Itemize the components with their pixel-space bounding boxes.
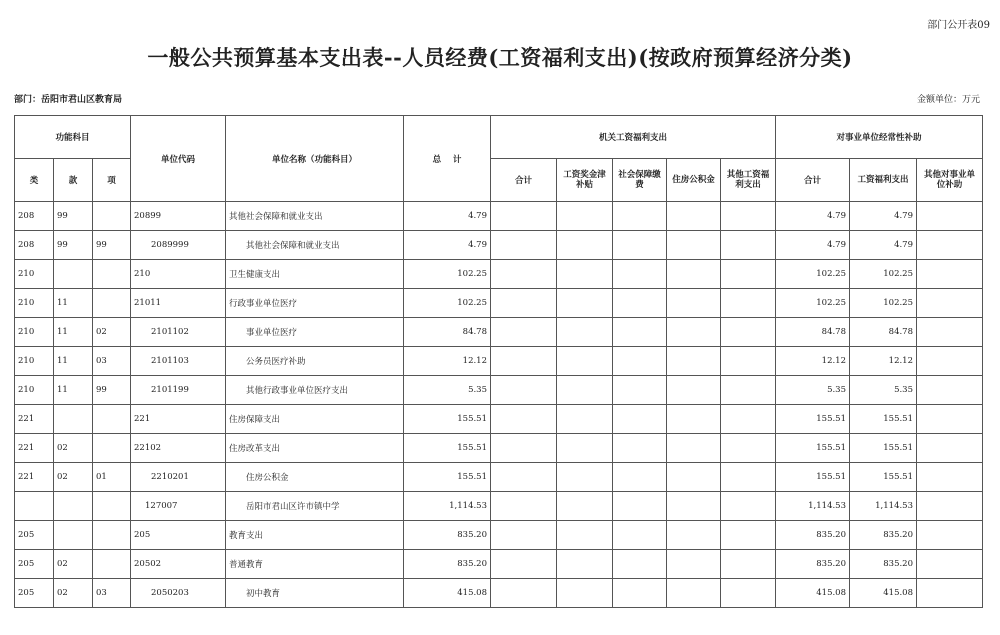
cell-total: 155.51 (404, 405, 491, 434)
header-unit-code: 单位代码 (131, 116, 226, 202)
cell-inst-subtotal: 415.08 (776, 579, 850, 608)
cell-unit-name: 其他社会保障和就业支出 (226, 231, 404, 260)
cell-unit-name: 公务员医疗补助 (226, 347, 404, 376)
cell-inst-wage: 155.51 (850, 434, 917, 463)
header-unit-name: 单位名称（功能科目） (226, 116, 404, 202)
cell-total: 415.08 (404, 579, 491, 608)
table-row (15, 550, 983, 579)
cell-total: 4.79 (404, 231, 491, 260)
cell-inst-other (917, 260, 983, 289)
cell-lei: 208 (15, 231, 54, 260)
cell-agency-social (613, 231, 667, 260)
cell-agency-housing (667, 289, 721, 318)
header-inst-group: 对事业单位经常性补助 (776, 116, 983, 159)
cell-agency-other (721, 463, 776, 492)
cell-xiang (93, 550, 131, 579)
cell-inst-wage: 4.79 (850, 202, 917, 231)
cell-agency-subtotal (491, 231, 557, 260)
cell-agency-bonus (557, 202, 613, 231)
cell-agency-housing (667, 376, 721, 405)
cell-unit-name: 其他行政事业单位医疗支出 (226, 376, 404, 405)
cell-lei: 208 (15, 202, 54, 231)
cell-agency-bonus (557, 231, 613, 260)
unit-label: 金额单位：万元 (916, 95, 980, 105)
cell-agency-bonus (557, 463, 613, 492)
cell-inst-subtotal: 835.20 (776, 521, 850, 550)
cell-agency-bonus (557, 260, 613, 289)
cell-inst-other (917, 289, 983, 318)
cell-agency-social (613, 405, 667, 434)
cell-inst-subtotal: 102.25 (776, 260, 850, 289)
cell-kuan: 11 (54, 318, 93, 347)
table-row (15, 579, 983, 608)
cell-agency-subtotal (491, 202, 557, 231)
cell-lei: 221 (15, 434, 54, 463)
cell-total: 5.35 (404, 376, 491, 405)
cell-kuan (54, 405, 93, 434)
cell-kuan: 02 (54, 579, 93, 608)
cell-lei: 210 (15, 318, 54, 347)
cell-unit-name: 卫生健康支出 (226, 260, 404, 289)
cell-unit-name: 教育支出 (226, 521, 404, 550)
cell-agency-bonus (557, 318, 613, 347)
table-row (15, 405, 983, 434)
cell-inst-other (917, 434, 983, 463)
cell-unit-code: 2101199 (131, 376, 226, 405)
cell-total: 102.25 (404, 289, 491, 318)
cell-unit-code: 21011 (131, 289, 226, 318)
cell-lei: 205 (15, 550, 54, 579)
cell-agency-bonus (557, 521, 613, 550)
cell-inst-wage: 84.78 (850, 318, 917, 347)
cell-agency-housing (667, 231, 721, 260)
table-row (15, 231, 983, 260)
cell-agency-housing (667, 318, 721, 347)
cell-xiang: 01 (93, 463, 131, 492)
cell-agency-subtotal (491, 347, 557, 376)
table-row (15, 521, 983, 550)
table-row (15, 202, 983, 231)
cell-unit-name: 事业单位医疗 (226, 318, 404, 347)
cell-lei (15, 492, 54, 521)
cell-kuan (54, 260, 93, 289)
cell-agency-subtotal (491, 463, 557, 492)
cell-lei: 210 (15, 347, 54, 376)
cell-inst-other (917, 579, 983, 608)
cell-agency-housing (667, 434, 721, 463)
cell-agency-bonus (557, 579, 613, 608)
cell-inst-wage: 415.08 (850, 579, 917, 608)
cell-inst-subtotal: 155.51 (776, 463, 850, 492)
cell-inst-wage: 4.79 (850, 231, 917, 260)
cell-agency-social (613, 434, 667, 463)
table-row (15, 347, 983, 376)
cell-total: 4.79 (404, 202, 491, 231)
table-row (15, 318, 983, 347)
cell-agency-housing (667, 550, 721, 579)
cell-kuan: 99 (54, 231, 93, 260)
cell-inst-wage: 835.20 (850, 550, 917, 579)
cell-agency-social (613, 550, 667, 579)
cell-kuan: 02 (54, 463, 93, 492)
cell-inst-subtotal: 835.20 (776, 550, 850, 579)
cell-unit-name: 住房公积金 (226, 463, 404, 492)
table-row (15, 434, 983, 463)
cell-lei: 210 (15, 289, 54, 318)
cell-total: 1,114.53 (404, 492, 491, 521)
cell-agency-social (613, 579, 667, 608)
cell-agency-social (613, 202, 667, 231)
cell-total: 835.20 (404, 550, 491, 579)
cell-agency-other (721, 405, 776, 434)
cell-kuan: 02 (54, 550, 93, 579)
cell-kuan (54, 492, 93, 521)
cell-xiang (93, 405, 131, 434)
cell-xiang (93, 202, 131, 231)
cell-total: 12.12 (404, 347, 491, 376)
header-agency-other: 其他工资福利支出 (721, 159, 776, 202)
cell-inst-wage: 1,114.53 (850, 492, 917, 521)
header-func-subject: 功能科目 (15, 116, 131, 159)
cell-xiang (93, 260, 131, 289)
cell-agency-other (721, 318, 776, 347)
cell-unit-name: 住房保障支出 (226, 405, 404, 434)
table-row (15, 492, 983, 521)
cell-agency-social (613, 463, 667, 492)
cell-agency-housing (667, 405, 721, 434)
cell-agency-other (721, 579, 776, 608)
cell-total: 84.78 (404, 318, 491, 347)
cell-inst-other (917, 521, 983, 550)
cell-agency-other (721, 376, 776, 405)
cell-inst-wage: 155.51 (850, 405, 917, 434)
cell-agency-subtotal (491, 376, 557, 405)
cell-total: 155.51 (404, 463, 491, 492)
cell-agency-other (721, 260, 776, 289)
cell-lei: 210 (15, 260, 54, 289)
cell-agency-bonus (557, 405, 613, 434)
cell-inst-subtotal: 4.79 (776, 231, 850, 260)
cell-lei: 205 (15, 579, 54, 608)
cell-inst-other (917, 202, 983, 231)
cell-agency-subtotal (491, 492, 557, 521)
header-inst-subtotal: 合计 (776, 159, 850, 202)
cell-inst-wage: 102.25 (850, 260, 917, 289)
header-agency-social: 社会保障缴费 (613, 159, 667, 202)
cell-inst-wage: 102.25 (850, 289, 917, 318)
cell-agency-housing (667, 579, 721, 608)
cell-agency-other (721, 434, 776, 463)
cell-agency-subtotal (491, 550, 557, 579)
cell-unit-code: 2101103 (131, 347, 226, 376)
cell-total: 155.51 (404, 434, 491, 463)
cell-agency-subtotal (491, 289, 557, 318)
cell-xiang (93, 492, 131, 521)
cell-agency-other (721, 289, 776, 318)
header-agency-group: 机关工资福利支出 (491, 116, 776, 159)
header-agency-subtotal: 合计 (491, 159, 557, 202)
cell-agency-social (613, 260, 667, 289)
cell-inst-wage: 12.12 (850, 347, 917, 376)
cell-agency-bonus (557, 289, 613, 318)
cell-kuan: 02 (54, 434, 93, 463)
cell-unit-code: 2101102 (131, 318, 226, 347)
cell-agency-housing (667, 202, 721, 231)
cell-agency-social (613, 289, 667, 318)
cell-agency-bonus (557, 347, 613, 376)
cell-agency-social (613, 492, 667, 521)
cell-xiang: 02 (93, 318, 131, 347)
cell-inst-subtotal: 84.78 (776, 318, 850, 347)
cell-kuan: 11 (54, 347, 93, 376)
table-row (15, 376, 983, 405)
cell-kuan: 11 (54, 289, 93, 318)
cell-agency-other (721, 521, 776, 550)
cell-inst-other (917, 550, 983, 579)
cell-lei: 221 (15, 463, 54, 492)
cell-xiang: 99 (93, 376, 131, 405)
cell-agency-subtotal (491, 318, 557, 347)
cell-unit-code: 20899 (131, 202, 226, 231)
cell-total: 835.20 (404, 521, 491, 550)
page-title: 一般公共预算基本支出表--人员经费(工资福利支出)(按政府预算经济分类) (147, 45, 853, 70)
cell-inst-other (917, 376, 983, 405)
cell-agency-housing (667, 347, 721, 376)
cell-agency-other (721, 202, 776, 231)
cell-unit-code: 22102 (131, 434, 226, 463)
cell-unit-code: 221 (131, 405, 226, 434)
cell-inst-other (917, 318, 983, 347)
table-row (15, 260, 983, 289)
cell-kuan: 11 (54, 376, 93, 405)
cell-lei: 221 (15, 405, 54, 434)
cell-agency-subtotal (491, 405, 557, 434)
cell-inst-subtotal: 4.79 (776, 202, 850, 231)
cell-agency-bonus (557, 550, 613, 579)
cell-agency-bonus (557, 492, 613, 521)
cell-inst-subtotal: 5.35 (776, 376, 850, 405)
cell-xiang: 99 (93, 231, 131, 260)
cell-inst-other (917, 231, 983, 260)
header-xiang: 项 (93, 159, 131, 202)
cell-agency-housing (667, 492, 721, 521)
cell-agency-social (613, 521, 667, 550)
cell-inst-subtotal: 102.25 (776, 289, 850, 318)
cell-inst-other (917, 492, 983, 521)
cell-xiang (93, 289, 131, 318)
cell-xiang: 03 (93, 579, 131, 608)
header-kuan: 款 (54, 159, 93, 202)
header-inst-wage: 工资福利支出 (850, 159, 917, 202)
cell-xiang (93, 434, 131, 463)
cell-unit-name: 初中教育 (226, 579, 404, 608)
cell-agency-housing (667, 260, 721, 289)
cell-lei: 205 (15, 521, 54, 550)
cell-agency-social (613, 347, 667, 376)
cell-agency-other (721, 492, 776, 521)
cell-unit-name: 普通教育 (226, 550, 404, 579)
header-agency-housing: 住房公积金 (667, 159, 721, 202)
cell-unit-name: 其他社会保障和就业支出 (226, 202, 404, 231)
cell-unit-name: 行政事业单位医疗 (226, 289, 404, 318)
cell-xiang (93, 521, 131, 550)
header-total: 总 计 (404, 116, 491, 202)
table-row (15, 289, 983, 318)
department-label: 部门：岳阳市君山区教育局 (14, 95, 123, 105)
cell-inst-subtotal: 155.51 (776, 405, 850, 434)
cell-agency-housing (667, 463, 721, 492)
cell-unit-code: 2050203 (131, 579, 226, 608)
cell-unit-name: 岳阳市君山区许市镇中学 (226, 492, 404, 521)
cell-inst-wage: 5.35 (850, 376, 917, 405)
cell-unit-name: 住房改革支出 (226, 434, 404, 463)
cell-agency-housing (667, 521, 721, 550)
cell-agency-bonus (557, 376, 613, 405)
cell-unit-code: 210 (131, 260, 226, 289)
cell-unit-code: 205 (131, 521, 226, 550)
cell-unit-code: 2089999 (131, 231, 226, 260)
cell-agency-bonus (557, 434, 613, 463)
cell-agency-other (721, 550, 776, 579)
cell-inst-other (917, 405, 983, 434)
cell-agency-other (721, 231, 776, 260)
budget-table (14, 115, 983, 608)
cell-agency-subtotal (491, 260, 557, 289)
cell-kuan (54, 521, 93, 550)
page-tag: 部门公开表09 (927, 20, 990, 31)
cell-lei: 210 (15, 376, 54, 405)
cell-agency-other (721, 347, 776, 376)
cell-agency-subtotal (491, 521, 557, 550)
cell-kuan: 99 (54, 202, 93, 231)
cell-unit-code: 2210201 (131, 463, 226, 492)
cell-xiang: 03 (93, 347, 131, 376)
cell-agency-subtotal (491, 579, 557, 608)
cell-unit-code: 127007 (131, 492, 226, 521)
table-row (15, 463, 983, 492)
cell-inst-subtotal: 1,114.53 (776, 492, 850, 521)
header-agency-bonus: 工资奖金津补贴 (557, 159, 613, 202)
cell-inst-wage: 835.20 (850, 521, 917, 550)
cell-total: 102.25 (404, 260, 491, 289)
header-inst-other: 其他对事业单位补助 (917, 159, 983, 202)
cell-inst-wage: 155.51 (850, 463, 917, 492)
cell-inst-other (917, 463, 983, 492)
cell-inst-other (917, 347, 983, 376)
header-lei: 类 (15, 159, 54, 202)
cell-unit-code: 20502 (131, 550, 226, 579)
cell-agency-social (613, 318, 667, 347)
cell-inst-subtotal: 155.51 (776, 434, 850, 463)
cell-agency-social (613, 376, 667, 405)
cell-agency-subtotal (491, 434, 557, 463)
cell-inst-subtotal: 12.12 (776, 347, 850, 376)
